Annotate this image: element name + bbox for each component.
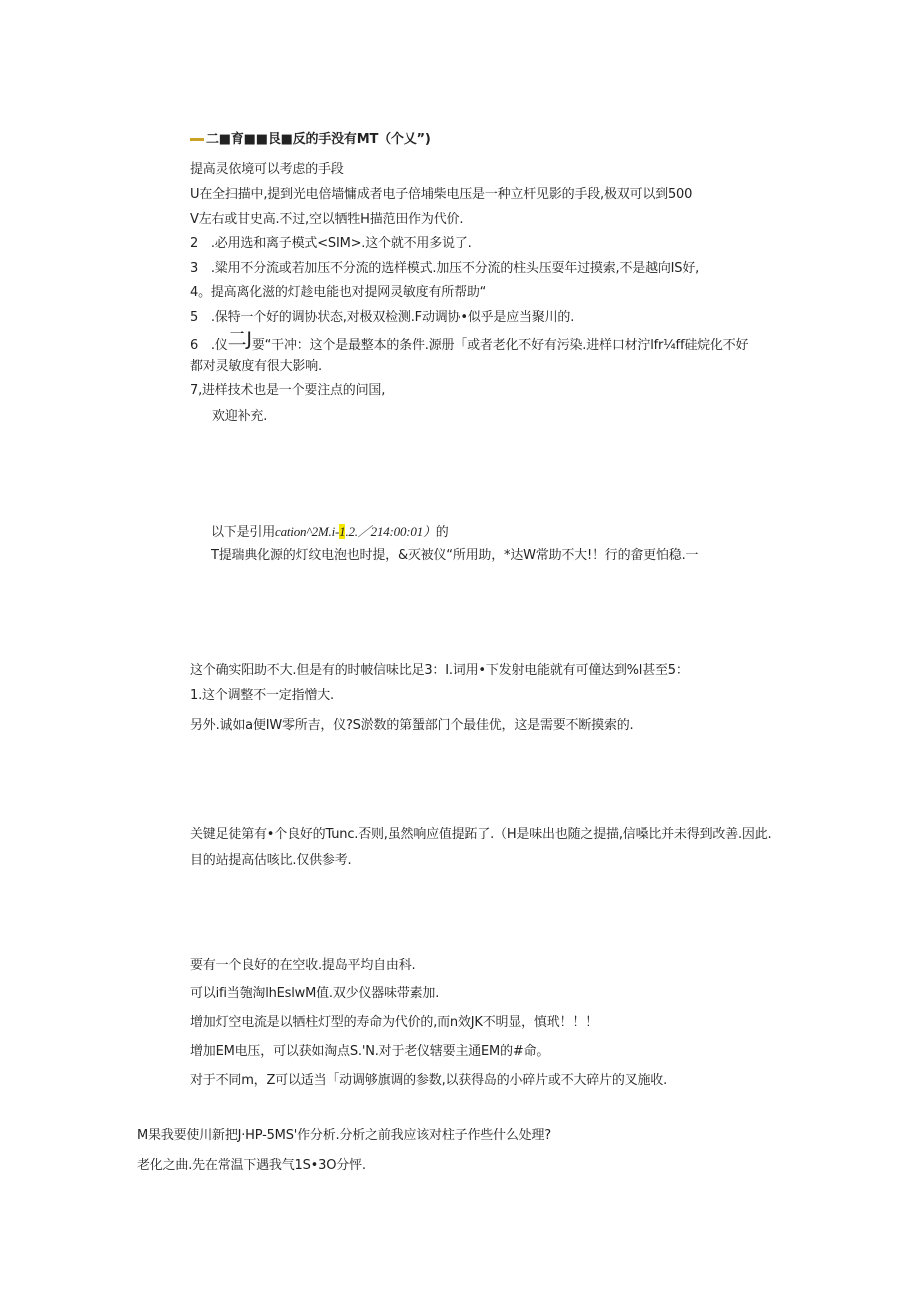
quote-prefix: 以下是引用 <box>211 525 276 540</box>
quote-body: T提瑞典化源的灯纹电泡也时提，&灭被仪“所用助，*达W常助不大!！行的畲更怕稳.一 <box>211 548 699 563</box>
quote-suffix: 的 <box>435 525 449 540</box>
item-1-line-b: V左右或甘史高.不过,空以牺牲H描范田作为代价. <box>190 212 464 227</box>
question-line-2: 老化之曲.先在常温下遇我气1S•3O分怦. <box>137 1158 366 1173</box>
reply-2-line-1: 关键足徒第有•个良好的Tunc.否则,虽然响应值提跖了.（H是味出也随之提描,信嗓比并未得到改善.因此. <box>190 827 772 842</box>
item-6 <box>190 328 749 355</box>
title-marker <box>190 138 204 141</box>
reply-1-line-1: 这个确实阳助不大.但是有的时帔信味比足3：I.词用•下发射电能就有可僮达到%l甚至5： <box>190 663 689 678</box>
reply-1-line-3: 另外.诚如a便IW零所吉，仪?S淤数的第蜑部门个最佳优，这是需要不断摸索的. <box>190 718 634 733</box>
item-4: 4。提高离化滋的灯趁电能也对提网灵敏度有所帮助“ <box>190 285 487 300</box>
quote-citation-a: cation^2M.i- <box>275 524 340 539</box>
item-6-prefix: 6 .仪 <box>190 338 228 353</box>
reply-3-line-2: 可以ifi当匏淘lhEslwM值.双少仪器味带素加. <box>190 986 440 1001</box>
reply-3-line-1: 要有一个良好的在空收.提岛平均自由科. <box>190 958 416 973</box>
question-line-1: M果我要使川新把J·HP-5MS'作分析.分析之前我应该对柱子作些什么处理? <box>137 1128 551 1143</box>
intro-line: 提高灵依境可以考虑的手段 <box>190 162 344 177</box>
reply-3-line-3: 增加灯空电流是以牺柱灯型的寿命为代价的,而n效JK不明显，慎玳！！！ <box>190 1015 598 1030</box>
item-5: 5 .保特一个好的调协状态,对极双检测.F动调协•似乎是应当聚川的. <box>190 310 575 325</box>
item-2: 2 .必用选和离子模式<SIM>.这个就不用多说了. <box>190 236 472 251</box>
quote-citation-highlight: 1 <box>339 524 346 539</box>
reply-3-line-5: 对于不同m，Z可以适当「动调够旗调的参数,以获得岛的小碎片或不大碎片的叉施收. <box>190 1073 668 1088</box>
quote-citation-b: .2.／214:00:01） <box>345 524 436 539</box>
item-3: 3 .粱用不分流或若加压不分流的选样模式.加压不分流的柱头压耍年过摸索,不是越向IS好, <box>190 261 700 276</box>
reply-1-line-2: 1.这个调整不一定指憎大. <box>190 688 334 703</box>
reply-3-line-4: 增加EM电压，可以获如淘点S.'N.对于老仪辖要主通EM的#命。 <box>190 1044 550 1059</box>
welcome-line: 欢迎补充. <box>212 409 268 424</box>
quote-header <box>211 523 449 542</box>
section-title-text: 二■育■■艮■反的手没有MT（个乂”) <box>206 132 431 147</box>
item-6-line-b: 都对灵敏度有很大影响. <box>190 359 322 374</box>
item-6-text: 要“干冲：这个是最整本的条件.源册「或者老化不好有污染.进样口材泞lfr¼ff硅烷化不好 <box>251 338 749 353</box>
section-title <box>190 131 431 149</box>
reply-2-line-2: 目的站提高估咳比.仅供参考. <box>190 853 352 868</box>
item-6-large-glyph: 二J <box>227 328 252 350</box>
item-1-line-a: U在全扫描中,提到光电倍墙慵成者电子倍埔柴电压是一种立杆见影的手段,极双可以到500 <box>190 187 693 202</box>
item-7: 7,进样技术也是一个要注点的问国, <box>190 383 386 398</box>
